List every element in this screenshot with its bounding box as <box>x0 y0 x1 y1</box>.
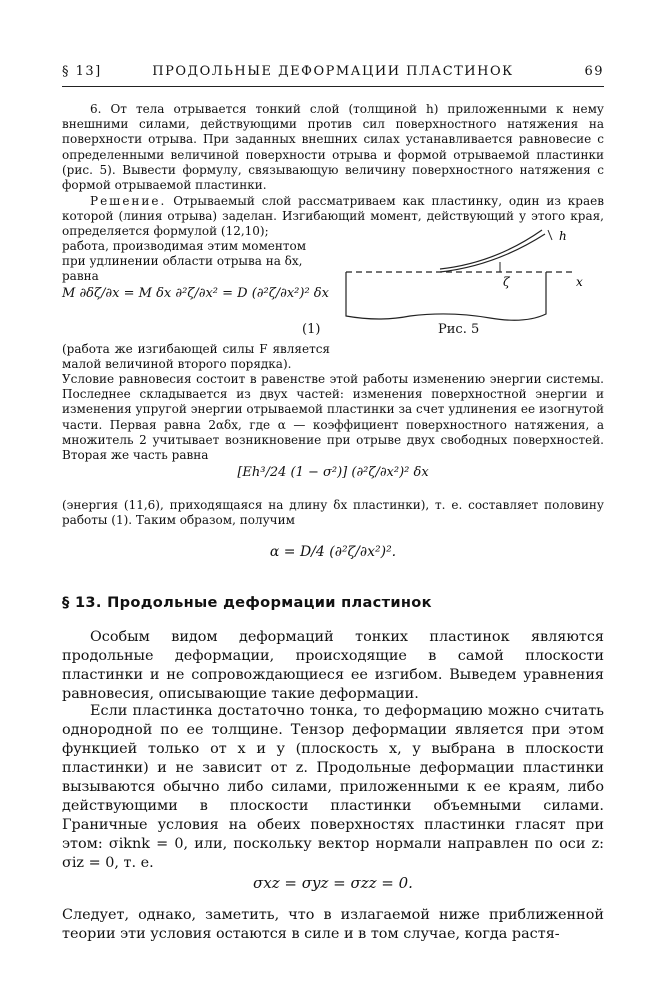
work-text: работа, производимая этим моментом при удлинении области отрыва на δx, равна <box>62 239 307 284</box>
section-paragraph-3: Следует, однако, заметить, что в излагаемой ниже приближенной теории эти условия остаются в силе и в том случае, когда растя- <box>62 907 604 942</box>
label-zeta: ζ <box>503 275 510 289</box>
figure-5 <box>340 226 600 326</box>
equation-2: [Eh³/24 (1 − σ²)] (∂²ζ/∂x²)² δx <box>237 465 429 480</box>
section-title: § 13. Продольные деформации пластинок <box>62 594 432 611</box>
header-rule <box>62 86 604 87</box>
header-title: ПРОДОЛЬНЫЕ ДЕФОРМАЦИИ ПЛАСТИНОК <box>152 64 514 79</box>
header-section: § 13] <box>62 64 102 79</box>
problem-statement: 6. От тела отрывается тонкий слой (толщиной h) приложенными к нему внешними силами, действующими против сил поверхностного натяжения на поверхности отрыва. При заданных внешних силах устанавливается равновесие с определенными величиной поверхности отрыва и формой отрываемой пластинки (рис. 5). Вывести формулу, связывающую величину поверхностного натяжения с формой отрываемой пластинки. <box>62 102 604 193</box>
section-paragraph-1: Особым видом деформаций тонких пластинок являются продольные деформации, происходящие в самой плоскости пластинки и не сопровождающиеся ее изгибом. Выведем уравнения равновесия, описывающие такие деформации. <box>62 629 604 702</box>
equation-1: M ∂δζ/∂x = M δx ∂²ζ/∂x² = D (∂²ζ/∂x²)² δx <box>62 286 329 301</box>
equation-1-number: (1) <box>302 322 321 337</box>
plate-peeling-diagram <box>340 226 600 326</box>
solution-word: Решение. <box>90 194 167 208</box>
header-page-number: 69 <box>584 64 604 79</box>
label-x: x <box>576 275 583 289</box>
running-header <box>62 64 604 84</box>
solution-continuation: Условие равновесия состоит в равенстве этой работы изменению энергии системы. Последнее складывается из двух частей: изменения поверхностной энергии и изменения упругой энергии отрываемой пластинки за счет удлинения ее изогнутой части. Первая равна 2αδx, где α — коэффициент поверхностного натяжения, а множитель 2 учитывает возникновение при отрыве двух свободных поверхностей. Вторая же часть равна <box>62 372 604 463</box>
energy-text: (энергия (11,6), приходящаяся на длину δx пластинки), т. е. составляет половину работы (1). Таким образом, получим <box>62 498 604 528</box>
equation-3: α = D/4 (∂²ζ/∂x²)². <box>269 544 397 560</box>
section-paragraph-2: Если пластинка достаточно тонка, то деформацию можно считать однородной по ее толщине. Тензор деформации является при этом функцией только от x и y (плоскость x, y выбрана в плоскости пластинки) и не зависит от z. Продольные деформации пластинки вызываются обычно либо силами, приложенными к ее краям, либо действующими в плоскости пластинки объемными силами. Граничные условия на обеих поверхностях пластинки гласят при этом: σiknk = 0, или, поскольку вектор нормали направлен по оси z: σiz = 0, т. е. <box>62 703 604 871</box>
section-equation: σxz = σyz = σzz = 0. <box>253 874 413 892</box>
figure-caption: Рис. 5 <box>438 322 480 337</box>
note-text: (работа же изгибающей силы F является малой величиной второго порядка). <box>62 342 330 372</box>
solution-intro-text: Отрываемый слой рассматриваем как пластинку, один из краев которой (линия отрыва) заделан. Изгибающий момент, действующий у этого края, определяется формулой (12,10); <box>62 194 604 239</box>
label-h: h <box>559 229 567 243</box>
